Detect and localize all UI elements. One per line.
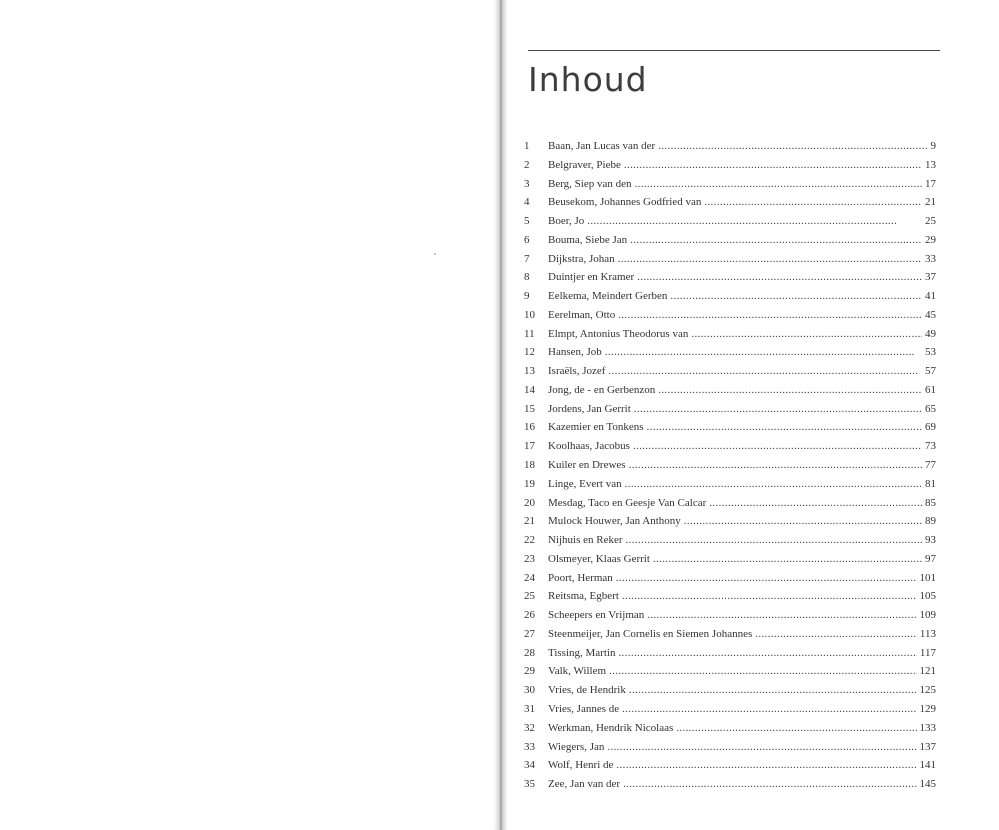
entry-name: Tissing, Martin: [548, 646, 616, 659]
entry-number: 13: [524, 365, 535, 378]
entry-name: Wiegers, Jan: [548, 740, 605, 753]
table-of-contents: [524, 137, 936, 794]
dot-leader: [634, 400, 922, 419]
dot-leader: [658, 137, 927, 156]
toc-entry: [524, 456, 936, 475]
entry-name: Mesdag, Taco en Geesje Van Calcar: [548, 496, 707, 509]
dot-leader: [618, 250, 922, 269]
entry-number: 26: [524, 609, 535, 622]
dot-leader: [607, 738, 916, 757]
entry-name: Kuiler en Drewes: [548, 459, 626, 472]
entry-number: 27: [524, 627, 535, 640]
entry-name: Hansen, Job: [548, 346, 602, 359]
entry-number: 18: [524, 459, 535, 472]
toc-entry: [524, 662, 936, 681]
entry-page-number: 93: [925, 534, 936, 547]
toc-entry: [524, 381, 936, 400]
entry-name: Belgraver, Piebe: [548, 158, 621, 171]
entry-name: Wolf, Henri de: [548, 759, 614, 772]
toc-entry: [524, 606, 936, 625]
entry-number: 10: [524, 308, 535, 321]
dot-leader: [647, 418, 922, 437]
entry-number: 31: [524, 702, 535, 715]
entry-page-number: 65: [925, 402, 936, 415]
dot-leader: [623, 775, 916, 794]
entry-name: Kazemier en Tonkens: [548, 421, 644, 434]
dot-leader: [616, 756, 916, 775]
entry-name: Scheepers en Vrijman: [548, 609, 645, 622]
dot-leader: [618, 306, 922, 325]
toc-entry: [524, 681, 936, 700]
dot-leader: [709, 494, 922, 513]
entry-page-number: 97: [925, 552, 936, 565]
toc-entry: [524, 137, 936, 156]
dot-leader: [630, 231, 922, 250]
entry-name: Berg, Siep van den: [548, 177, 632, 190]
entry-page-number: 61: [925, 383, 936, 396]
entry-page-number: 101: [919, 571, 936, 584]
toc-entry: [524, 250, 936, 269]
dot-leader: [622, 587, 917, 606]
toc-entry: [524, 231, 936, 250]
toc-entry: [524, 587, 936, 606]
toc-entry: [524, 719, 936, 738]
book-spine: [493, 0, 507, 830]
entry-page-number: 25: [925, 215, 936, 228]
entry-page-number: 105: [919, 590, 936, 603]
entry-number: 29: [524, 665, 535, 678]
dot-leader: [622, 700, 916, 719]
entry-number: 2: [524, 158, 530, 171]
entry-name: Nijhuis en Reker: [548, 534, 623, 547]
toc-entry: [524, 700, 936, 719]
toc-entry: [524, 193, 936, 212]
entry-name: Jong, de - en Gerbenzon: [548, 383, 656, 396]
toc-entry: [524, 175, 936, 194]
entry-number: 20: [524, 496, 535, 509]
toc-entry: [524, 268, 936, 287]
entry-name: Beusekom, Johannes Godfried van: [548, 196, 702, 209]
entry-number: 30: [524, 684, 535, 697]
dot-leader: [626, 531, 922, 550]
dot-leader: [608, 362, 922, 381]
entry-page-number: 33: [925, 252, 936, 265]
entry-name: Valk, Willem: [548, 665, 607, 678]
entry-number: 16: [524, 421, 535, 434]
paper-speck: [434, 253, 436, 255]
toc-entry: [524, 738, 936, 757]
entry-name: Boer, Jo: [548, 215, 585, 228]
dot-leader: [587, 212, 922, 231]
dot-leader: [704, 193, 922, 212]
entry-name: Dijkstra, Johan: [548, 252, 615, 265]
toc-entry: [524, 531, 936, 550]
entry-page-number: 141: [919, 759, 936, 772]
toc-entry: [524, 362, 936, 381]
entry-number: 25: [524, 590, 535, 603]
toc-entry: [524, 400, 936, 419]
toc-entry: [524, 437, 936, 456]
dot-leader: [609, 662, 916, 681]
entry-page-number: 113: [919, 627, 936, 640]
toc-entry: [524, 512, 936, 531]
entry-number: 23: [524, 552, 535, 565]
dot-leader: [755, 625, 917, 644]
entry-name: Baan, Jan Lucas van der: [548, 140, 656, 152]
entry-number: 11: [524, 327, 535, 340]
entry-page-number: 73: [925, 440, 936, 453]
toc-entry: [524, 418, 936, 437]
entry-page-number: 41: [925, 290, 936, 303]
dot-leader: [618, 644, 916, 663]
entry-number: 22: [524, 534, 535, 547]
entry-page-number: 13: [925, 158, 936, 171]
entry-name: Steenmeijer, Jan Cornelis en Siemen Johannes: [548, 627, 753, 640]
entry-page-number: 37: [925, 271, 936, 284]
toc-entry: [524, 644, 936, 663]
entry-number: 34: [524, 759, 535, 772]
entry-name: Duintjer en Kramer: [548, 271, 635, 284]
entry-page-number: 125: [919, 684, 936, 697]
toc-entry: [524, 494, 936, 513]
entry-number: 15: [524, 402, 535, 415]
entry-number: 7: [524, 252, 530, 265]
entry-page-number: 29: [925, 233, 936, 246]
entry-page-number: 49: [925, 327, 936, 340]
entry-page-number: 117: [919, 646, 936, 659]
entry-page-number: 45: [925, 308, 936, 321]
entry-name: Jordens, Jan Gerrit: [548, 402, 631, 415]
dot-leader: [629, 456, 922, 475]
entry-page-number: 57: [925, 365, 936, 378]
entry-name: Vries, de Hendrik: [548, 684, 626, 697]
entry-page-number: 121: [919, 665, 936, 678]
toc-entry: [524, 287, 936, 306]
entry-name: Mulock Houwer, Jan Anthony: [548, 515, 681, 528]
dot-leader: [676, 719, 916, 738]
entry-number: 1: [524, 140, 530, 152]
entry-name: Werkman, Hendrik Nicolaas: [548, 721, 674, 734]
entry-name: Poort, Herman: [548, 571, 613, 584]
entry-page-number: 53: [925, 346, 936, 359]
header-rule: [528, 50, 940, 51]
page-title: Inhoud: [528, 60, 648, 99]
entry-page-number: 89: [925, 515, 936, 528]
entry-page-number: 69: [925, 421, 936, 434]
entry-page-number: 77: [925, 459, 936, 472]
entry-number: 14: [524, 383, 535, 396]
entry-name: Eerelman, Otto: [548, 308, 616, 321]
entry-number: 21: [524, 515, 535, 528]
entry-name: Vries, Jannes de: [548, 702, 620, 715]
entry-name: Bouma, Siebe Jan: [548, 233, 628, 246]
dot-leader: [653, 550, 922, 569]
dot-leader: [691, 325, 922, 344]
entry-page-number: 85: [925, 496, 936, 509]
toc-entry: [524, 625, 936, 644]
entry-page-number: 133: [919, 721, 936, 734]
entry-name: Reitsma, Egbert: [548, 590, 619, 603]
dot-leader: [624, 156, 922, 175]
entry-name: Israëls, Jozef: [548, 365, 606, 378]
entry-name: Olsmeyer, Klaas Gerrit: [548, 552, 650, 565]
entry-number: 35: [524, 778, 535, 791]
toc-entry: [524, 325, 936, 344]
entry-page-number: 145: [919, 778, 936, 791]
entry-page-number: 9: [930, 140, 936, 152]
entry-number: 17: [524, 440, 535, 453]
left-page: [0, 0, 493, 830]
entry-page-number: 109: [919, 609, 936, 622]
entry-name: Zee, Jan van der: [548, 778, 621, 791]
toc-entry: [524, 475, 936, 494]
dot-leader: [670, 287, 922, 306]
entry-page-number: 81: [925, 477, 936, 490]
entry-number: 8: [524, 271, 530, 284]
entry-number: 24: [524, 571, 535, 584]
entry-number: 33: [524, 740, 535, 753]
entry-number: 5: [524, 215, 530, 228]
dot-leader: [605, 343, 922, 362]
toc-entry: [524, 775, 936, 794]
entry-name: Linge, Evert van: [548, 477, 622, 490]
toc-entry: [524, 569, 936, 588]
entry-number: 12: [524, 346, 535, 359]
entry-number: 6: [524, 233, 530, 246]
dot-leader: [625, 475, 922, 494]
dot-leader: [616, 569, 917, 588]
toc-entry: [524, 156, 936, 175]
entry-number: 28: [524, 646, 535, 659]
dot-leader: [629, 681, 917, 700]
toc-entry: [524, 756, 936, 775]
entry-page-number: 137: [919, 740, 936, 753]
entry-number: 3: [524, 177, 530, 190]
toc-entry: [524, 343, 936, 362]
toc-entry: [524, 212, 936, 231]
entry-number: 32: [524, 721, 535, 734]
entry-name: Koolhaas, Jacobus: [548, 440, 630, 453]
toc-entry: [524, 306, 936, 325]
entry-page-number: 129: [919, 702, 936, 715]
dot-leader: [684, 512, 922, 531]
dot-leader: [633, 437, 922, 456]
dot-leader: [658, 381, 922, 400]
entry-number: 19: [524, 477, 535, 490]
dot-leader: [647, 606, 916, 625]
toc-entry: [524, 550, 936, 569]
entry-number: 9: [524, 290, 530, 303]
entry-name: Elmpt, Antonius Theodorus van: [548, 327, 689, 340]
entry-page-number: 17: [925, 177, 936, 190]
entry-name: Eelkema, Meindert Gerben: [548, 290, 668, 303]
dot-leader: [635, 175, 922, 194]
entry-number: 4: [524, 196, 530, 209]
dot-leader: [637, 268, 922, 287]
entry-page-number: 21: [925, 196, 936, 209]
